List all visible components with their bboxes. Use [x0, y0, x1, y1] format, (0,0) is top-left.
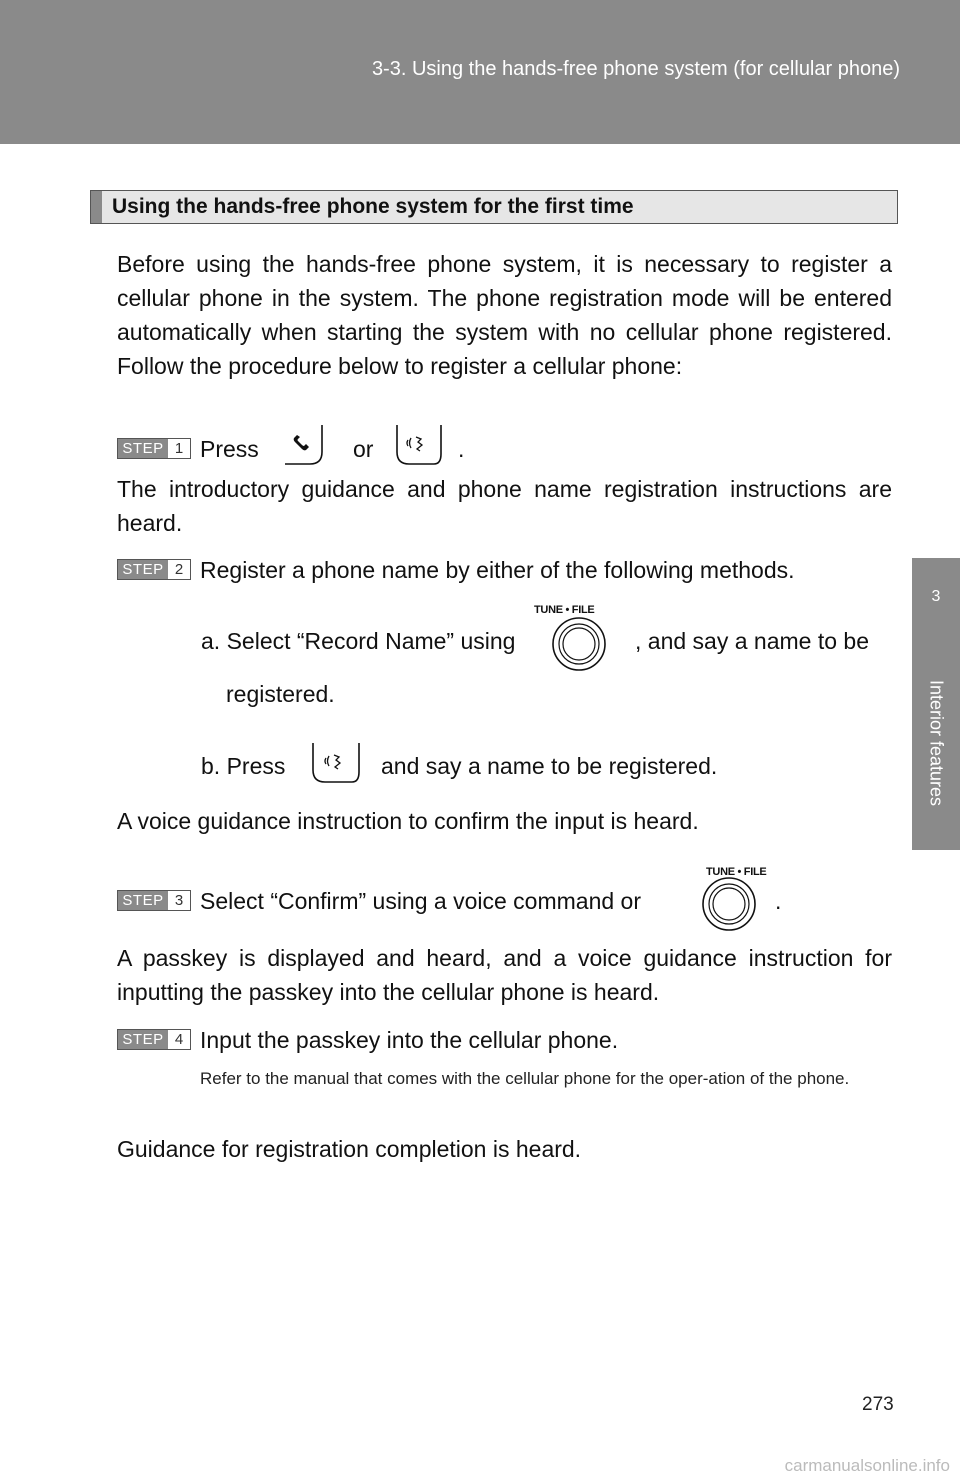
step-badge-4	[117, 1029, 191, 1050]
step1-or-text: or	[353, 436, 374, 462]
page-number: 273	[862, 1394, 894, 1415]
step1-end-text: .	[458, 436, 465, 462]
step-word: STEP	[118, 439, 168, 458]
intro-paragraph: Before using the hands-free phone system, it is necessary to register a cellular phone in the system. The phone registration mode will be entered automatically when starting the system with no cellular phone registered. Follow the procedure below to register a cellular phone:	[117, 251, 892, 379]
step3-text: Select “Confirm” using a voice command or	[200, 888, 641, 914]
step-badge-1	[117, 438, 191, 459]
step2-text: Register a phone name by either of the following methods.	[200, 557, 795, 583]
step-word: STEP	[118, 1030, 168, 1049]
chapter-number-tab: 3	[912, 558, 960, 636]
header-title: 3-3. Using the hands-free phone system (for cellular phone)	[371, 58, 900, 80]
phone-off-hook-icon	[282, 422, 328, 468]
option-a-suffix: , and say a name to be	[635, 628, 869, 654]
step3-end-text: .	[775, 888, 782, 914]
step-word: STEP	[118, 891, 168, 910]
step-number: 3	[168, 891, 190, 910]
voice-talk-icon	[310, 740, 364, 786]
final-text: Guidance for registration completion is heard.	[117, 1136, 582, 1162]
section-heading	[90, 190, 898, 224]
chapter-label-tab: Interior features	[912, 636, 960, 850]
option-b-prefix: b. Press	[201, 753, 286, 779]
page-header	[0, 0, 960, 144]
tune-file-knob-icon	[698, 876, 760, 932]
option-a-continued: registered.	[226, 681, 335, 707]
voice-talk-icon	[394, 422, 444, 468]
step4-text: Input the passkey into the cellular phone.	[200, 1027, 619, 1053]
step-word: STEP	[118, 560, 168, 579]
tune-file-knob-icon	[548, 616, 610, 672]
heading-marker	[91, 191, 102, 223]
section-heading-text: Using the hands-free phone system for the first time	[112, 195, 634, 218]
knob-label: TUNE • FILE	[706, 866, 767, 878]
step-badge-3	[117, 890, 191, 911]
step-number: 1	[168, 439, 190, 458]
watermark: carmanualsonline.info	[784, 1456, 950, 1475]
knob-label: TUNE • FILE	[534, 604, 595, 616]
step-badge-2	[117, 559, 191, 580]
step1-result: The introductory guidance and phone name registration instructions are heard.	[117, 476, 892, 536]
option-b-suffix: and say a name to be registered.	[381, 753, 718, 779]
option-a-prefix: a. Select “Record Name” using	[201, 628, 516, 654]
step-number: 4	[168, 1030, 190, 1049]
step3-result: A passkey is displayed and heard, and a voice guidance instruction for inputting the passkey into the cellular phone is heard.	[117, 945, 892, 1005]
step2-result: A voice guidance instruction to confirm the input is heard.	[117, 808, 699, 834]
step-number: 2	[168, 560, 190, 579]
step4-note: Refer to the manual that comes with the cellular phone for the oper-ation of the phone.	[200, 1069, 850, 1088]
step1-press-text: Press	[200, 436, 259, 462]
